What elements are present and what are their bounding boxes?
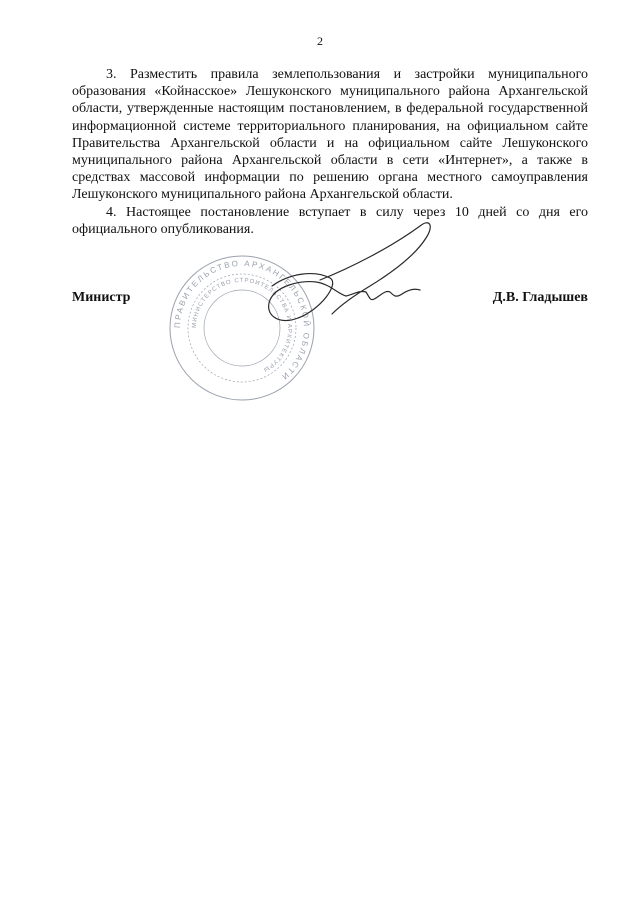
stamp-outer-text: ПРАВИТЕЛЬСТВО АРХАНГЕЛЬСКОЙ ОБЛАСТИ (172, 258, 312, 383)
handwritten-signature (220, 218, 460, 358)
paragraph-4: 4. Настоящее постановление вступает в силу через 10 дней со дня его официального опубликования. (72, 204, 588, 237)
stamp-inner-text: МИНИСТЕРСТВО СТРОИТЕЛЬСТВА И АРХИТЕКТУРЫ (191, 277, 293, 373)
paragraph-3: 3. Разместить правила землепользования и застройки муниципального образования «Койнасское» Лешуконского муниципального района Архангельской области, утвержденные настоящим постановлением, в федеральной государственной информационной системе территориального планирования, на официальном сайте Правительства Архангельской области и на официальном сайте Лешуконского муниципального района Архангельской области в сети «Интернет», а также в средствах массовой информации по решению органа местного самоуправления Лешуконского муниципального района Архангельской области. (72, 67, 588, 203)
document-body (72, 66, 588, 238)
signer-name: Д.В. Гладышев (492, 290, 588, 305)
signer-title: Министр (72, 290, 131, 305)
page-number: 2 (317, 34, 323, 48)
